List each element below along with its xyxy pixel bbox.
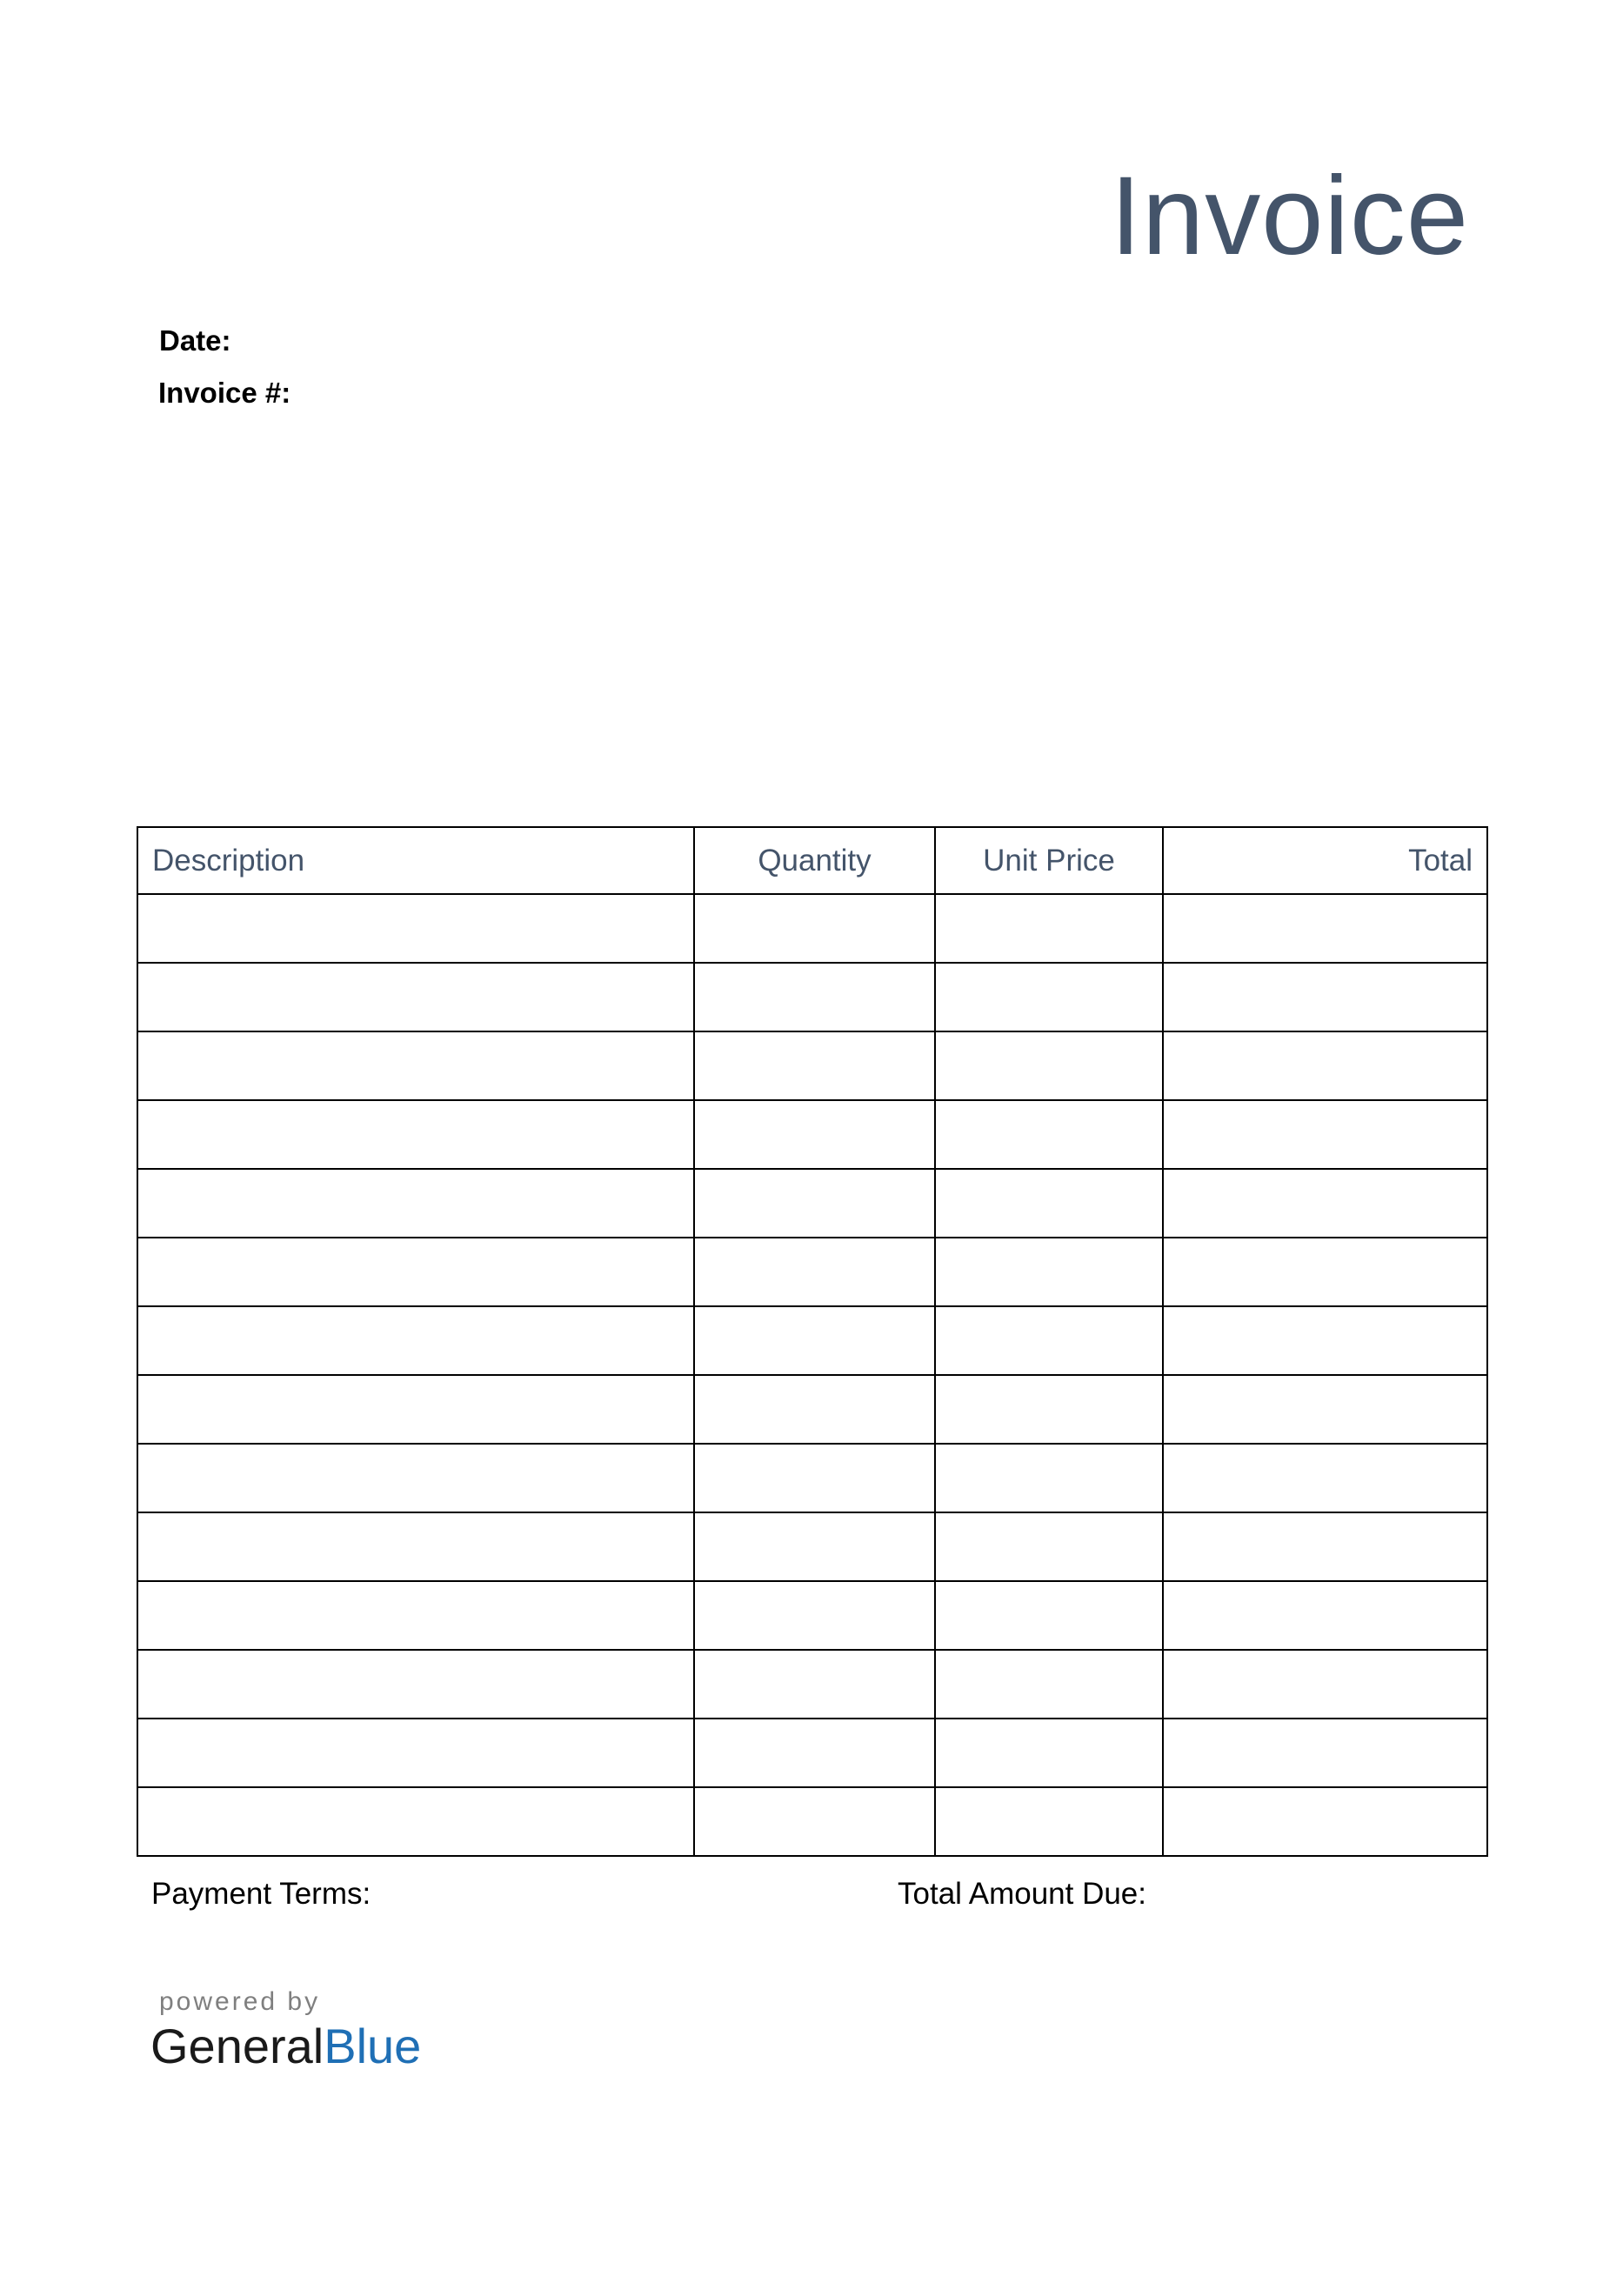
powered-by-text: powered by <box>159 1987 321 2016</box>
table-row <box>137 1787 1487 1856</box>
unit-price-cell[interactable] <box>935 894 1163 963</box>
description-cell[interactable] <box>137 1375 694 1444</box>
total-cell[interactable] <box>1163 1100 1487 1169</box>
quantity-cell[interactable] <box>694 1100 935 1169</box>
total-cell[interactable] <box>1163 1375 1487 1444</box>
description-cell[interactable] <box>137 1238 694 1306</box>
total-cell[interactable] <box>1163 1512 1487 1581</box>
line-items-body <box>137 894 1487 1856</box>
unit-price-cell[interactable] <box>935 1444 1163 1512</box>
total-cell[interactable] <box>1163 1650 1487 1719</box>
total-amount-due-label: Total Amount Due: <box>898 1877 1146 1911</box>
total-cell[interactable] <box>1163 1306 1487 1375</box>
generalblue-logo <box>150 2019 421 2073</box>
line-items-table <box>137 826 1488 1857</box>
description-cell[interactable] <box>137 894 694 963</box>
unit-price-cell[interactable] <box>935 1375 1163 1444</box>
total-cell[interactable] <box>1163 1581 1487 1650</box>
table-row <box>137 1031 1487 1100</box>
description-cell[interactable] <box>137 1100 694 1169</box>
column-header-description: Description <box>137 827 694 894</box>
column-header-quantity: Quantity <box>694 827 935 894</box>
description-cell[interactable] <box>137 1169 694 1238</box>
table-row <box>137 894 1487 963</box>
total-cell[interactable] <box>1163 1238 1487 1306</box>
date-label: Date: <box>159 324 231 357</box>
quantity-cell[interactable] <box>694 1512 935 1581</box>
unit-price-cell[interactable] <box>935 1719 1163 1787</box>
description-cell[interactable] <box>137 1031 694 1100</box>
quantity-cell[interactable] <box>694 1444 935 1512</box>
description-cell[interactable] <box>137 1719 694 1787</box>
quantity-cell[interactable] <box>694 963 935 1031</box>
total-cell[interactable] <box>1163 1169 1487 1238</box>
table-row <box>137 1169 1487 1238</box>
quantity-cell[interactable] <box>694 1238 935 1306</box>
brand-name-blue: Blue <box>324 2019 422 2073</box>
quantity-cell[interactable] <box>694 894 935 963</box>
quantity-cell[interactable] <box>694 1650 935 1719</box>
table-row <box>137 1650 1487 1719</box>
description-cell[interactable] <box>137 1444 694 1512</box>
table-row <box>137 1100 1487 1169</box>
table-row <box>137 1306 1487 1375</box>
unit-price-cell[interactable] <box>935 1650 1163 1719</box>
unit-price-cell[interactable] <box>935 1787 1163 1856</box>
unit-price-cell[interactable] <box>935 1306 1163 1375</box>
unit-price-cell[interactable] <box>935 1031 1163 1100</box>
invoice-title: Invoice <box>1110 154 1469 278</box>
description-cell[interactable] <box>137 1650 694 1719</box>
total-cell[interactable] <box>1163 894 1487 963</box>
table-row <box>137 1375 1487 1444</box>
quantity-cell[interactable] <box>694 1306 935 1375</box>
invoice-number-label: Invoice #: <box>158 377 291 409</box>
table-row <box>137 963 1487 1031</box>
brand-name-general: General <box>150 2019 324 2073</box>
table-row <box>137 1581 1487 1650</box>
total-cell[interactable] <box>1163 1444 1487 1512</box>
unit-price-cell[interactable] <box>935 1238 1163 1306</box>
payment-terms-label: Payment Terms: <box>151 1877 371 1911</box>
unit-price-cell[interactable] <box>935 1512 1163 1581</box>
total-cell[interactable] <box>1163 1031 1487 1100</box>
table-row <box>137 1238 1487 1306</box>
description-cell[interactable] <box>137 963 694 1031</box>
table-row <box>137 1444 1487 1512</box>
column-header-unit-price: Unit Price <box>935 827 1163 894</box>
description-cell[interactable] <box>137 1512 694 1581</box>
unit-price-cell[interactable] <box>935 963 1163 1031</box>
description-cell[interactable] <box>137 1787 694 1856</box>
unit-price-cell[interactable] <box>935 1100 1163 1169</box>
total-cell[interactable] <box>1163 963 1487 1031</box>
description-cell[interactable] <box>137 1306 694 1375</box>
quantity-cell[interactable] <box>694 1169 935 1238</box>
quantity-cell[interactable] <box>694 1787 935 1856</box>
column-header-total: Total <box>1163 827 1487 894</box>
total-cell[interactable] <box>1163 1787 1487 1856</box>
table-header-row <box>137 827 1487 894</box>
description-cell[interactable] <box>137 1581 694 1650</box>
unit-price-cell[interactable] <box>935 1581 1163 1650</box>
table-row <box>137 1719 1487 1787</box>
quantity-cell[interactable] <box>694 1031 935 1100</box>
unit-price-cell[interactable] <box>935 1169 1163 1238</box>
quantity-cell[interactable] <box>694 1581 935 1650</box>
quantity-cell[interactable] <box>694 1719 935 1787</box>
quantity-cell[interactable] <box>694 1375 935 1444</box>
total-cell[interactable] <box>1163 1719 1487 1787</box>
table-row <box>137 1512 1487 1581</box>
